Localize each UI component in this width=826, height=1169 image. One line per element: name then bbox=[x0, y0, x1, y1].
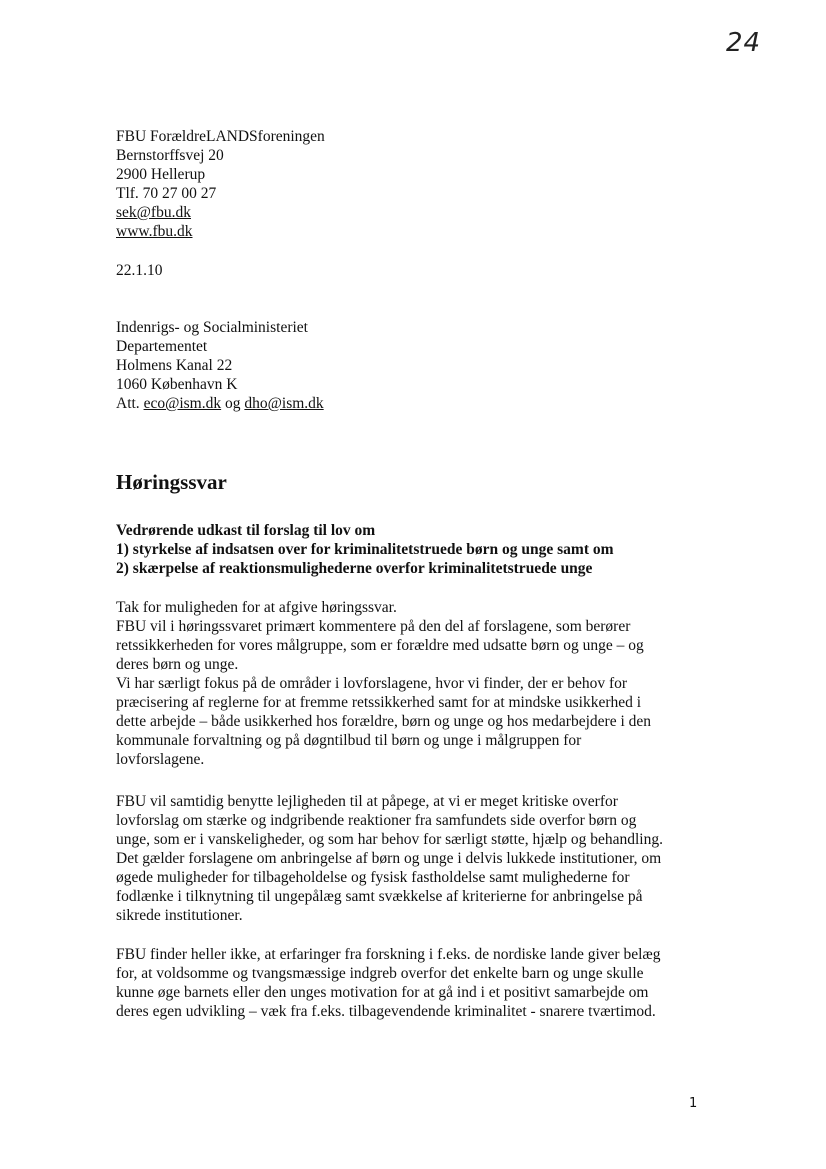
att-conjunction: og bbox=[221, 395, 245, 412]
recipient-org: Indenrigs- og Socialministeriet bbox=[116, 319, 308, 336]
subject-block bbox=[116, 521, 614, 578]
att-prefix: Att. bbox=[116, 395, 144, 412]
sender-org: FBU ForældreLANDSforeningen bbox=[116, 128, 325, 145]
sender-web-link[interactable]: www.fbu.dk bbox=[116, 223, 193, 240]
recipient-city: 1060 København K bbox=[116, 376, 238, 393]
text-line: retssikkerheden for vores målgruppe, som er forældre med udsatte børn og unge – og bbox=[116, 637, 644, 654]
text-line: FBU finder heller ikke, at erfaringer fra forskning i f.eks. de nordiske lande giver belæg bbox=[116, 946, 661, 963]
paragraph-criticism bbox=[116, 792, 663, 925]
att-email-dho-link[interactable]: dho@ism.dk bbox=[244, 395, 324, 412]
recipient-address bbox=[116, 318, 324, 413]
recipient-dept: Departementet bbox=[116, 338, 208, 355]
sender-street: Bernstorffsvej 20 bbox=[116, 147, 224, 164]
sender-phone: Tlf. 70 27 00 27 bbox=[116, 185, 217, 202]
text-line: Vi har særligt fokus på de områder i lovforslagene, hvor vi finder, der er behov for bbox=[116, 675, 628, 692]
text-line: lovforslagene. bbox=[116, 751, 205, 768]
text-line: præcisering af reglerne for at fremme retssikkerhed samt for at mindske usikkerhed i bbox=[116, 694, 642, 711]
sender-email-link[interactable]: sek@fbu.dk bbox=[116, 204, 191, 221]
page-number: 1 bbox=[689, 1096, 698, 1111]
paragraph-intro bbox=[116, 598, 651, 769]
handwritten-page-mark: 24 bbox=[726, 28, 762, 58]
text-line: FBU vil samtidig benytte lejligheden til at påpege, at vi er meget kritiske overfor bbox=[116, 793, 618, 810]
subject-line: 2) skærpelse af reaktionsmulighederne overfor kriminalitetstruede unge bbox=[116, 560, 593, 577]
text-line: Tak for muligheden for at afgive høringssvar. bbox=[116, 599, 397, 616]
att-email-eco-link[interactable]: eco@ism.dk bbox=[143, 395, 222, 412]
text-line: kommunale forvaltning og på døgntilbud til børn og unge i målgruppen for bbox=[116, 732, 582, 749]
text-line: deres egen udvikling – væk fra f.eks. tilbagevendende kriminalitet - snarere tværtimod. bbox=[116, 1003, 656, 1020]
paragraph-research bbox=[116, 945, 660, 1021]
text-line: deres børn og unge. bbox=[116, 656, 239, 673]
text-line: dette arbejde – både usikkerhed hos forældre, børn og unge og hos medarbejdere i den bbox=[116, 713, 652, 730]
document-title: Høringssvar bbox=[116, 470, 227, 494]
text-line: sikrede institutioner. bbox=[116, 907, 243, 924]
recipient-street: Holmens Kanal 22 bbox=[116, 357, 233, 374]
sender-city: 2900 Hellerup bbox=[116, 166, 206, 183]
subject-line: 1) styrkelse af indsatsen over for kriminalitetstruede børn og unge samt om bbox=[116, 541, 614, 558]
letter-date: 22.1.10 bbox=[116, 262, 163, 279]
text-line: unge, som er i vanskeligheder, og som har behov for særligt støtte, hjælp og behandling. bbox=[116, 831, 663, 848]
text-line: kunne øge barnets eller den unges motivation for at gå ind i et positivt samarbejde om bbox=[116, 984, 649, 1001]
text-line: fodlænke i tilknytning til ungepålæg samt svækkelse af kriterierne for anbringelse på bbox=[116, 888, 643, 905]
text-line: lovforslag om stærke og indgribende reaktioner fra samfundets side overfor børn og bbox=[116, 812, 637, 829]
text-line: Det gælder forslagene om anbringelse af børn og unge i delvis lukkede institutioner, om bbox=[116, 850, 662, 867]
text-line: FBU vil i høringssvaret primært kommentere på den del af forslagene, som berører bbox=[116, 618, 631, 635]
text-line: for, at voldsomme og tvangsmæssige indgreb overfor det enkelte barn og unge skulle bbox=[116, 965, 644, 982]
recipient-attention bbox=[116, 394, 324, 413]
subject-line: Vedrørende udkast til forslag til lov om bbox=[116, 522, 376, 539]
text-line: øgede muligheder for tilbageholdelse og fysisk fastholdelse samt mulighederne for bbox=[116, 869, 630, 886]
sender-address bbox=[116, 127, 325, 241]
